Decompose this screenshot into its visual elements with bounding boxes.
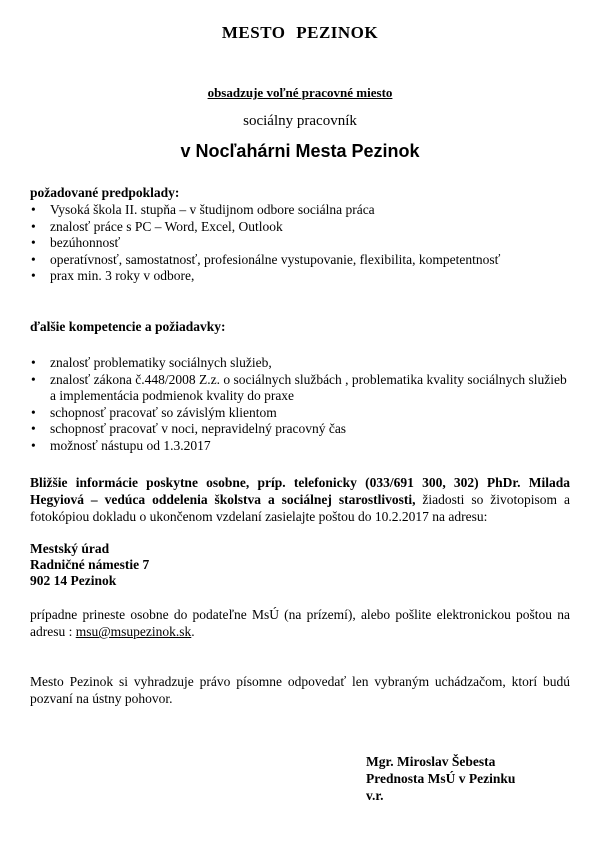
list-item: • prax min. 3 roky v odbore,	[31, 268, 195, 283]
requirements-heading: požadované predpoklady:	[30, 185, 180, 200]
position-name: sociálny pracovník	[243, 113, 357, 129]
bullet-icon: •	[31, 218, 36, 234]
workplace-name: v Nocľahárni Mesta Pezinok	[180, 141, 420, 161]
list-item: • Vysoká škola II. stupňa – v študijnom odbore sociálna práca	[31, 202, 375, 217]
email-link[interactable]: msu@msupezinok.sk	[75, 624, 192, 639]
competences-heading: ďalšie kompetencie a požiadavky:	[30, 319, 226, 334]
bullet-icon: •	[31, 251, 36, 267]
list-item: • operatívnosť, samostatnosť, profesionálne vystupovanie, flexibilita, kompetentnosť	[31, 251, 501, 267]
page-title: MESTO PEZINOK	[221, 23, 379, 42]
list-item: • znalosť problematiky sociálnych služieb,	[31, 355, 272, 370]
contact-text: Bližšie informácie poskytne osobne, príp. telefonicky (033/691 300, 302) PhDr. Milada Hegyiová – vedúca oddelenia školstva a sociálnej starostlivosti,	[30, 475, 570, 507]
address-line: 902 14 Pezinok	[30, 573, 117, 588]
bullet-icon: •	[31, 355, 36, 370]
offer-line: obsadzuje voľné pracovné miesto	[207, 85, 393, 100]
notice-paragraph: Mesto Pezinok si vyhradzuje právo písomne odpovedať len vybraným uchádzačom, ktorí budú pozvaní na ústny pohovor.	[30, 674, 570, 706]
bullet-icon: •	[31, 235, 36, 250]
address-line: Mestský úrad	[30, 541, 110, 556]
delivery-paragraph: prípadne prineste osobne do podateľne MsÚ (na prízemí), alebo pošlite elektronickou poštou na adresu : msu@msupezinok.sk.	[30, 607, 570, 639]
bullet-icon: •	[31, 437, 36, 453]
bullet-icon: •	[31, 371, 36, 387]
application-text: žiadosti so životopisom a fotokópiou dokladu o ukončenom vzdelaní zasielajte poštou do 10.2.2017 na adresu:	[30, 492, 570, 524]
postal-address	[30, 541, 149, 589]
bullet-icon: •	[31, 268, 36, 283]
signature-block	[366, 753, 515, 804]
bullet-icon: •	[31, 404, 36, 420]
signatory-name: Mgr. Miroslav Šebesta	[366, 754, 496, 769]
list-item: • bezúhonnosť	[31, 235, 121, 250]
list-item: • znalosť práce s PC – Word, Excel, Outlook	[31, 218, 283, 234]
signatory-role: Prednosta MsÚ v Pezinku	[366, 771, 516, 786]
list-item: • schopnosť pracovať so závislým klientom	[31, 404, 277, 420]
address-line: Radničné námestie 7	[30, 557, 150, 572]
signature-note: v.r.	[366, 788, 384, 803]
requirements-list	[30, 202, 575, 285]
list-item: • znalosť zákona č.448/2008 Z.z. o sociálnych službách , problematika kvality sociálnych služieb a implementácia podmienok kvality do praxe	[31, 371, 567, 403]
bullet-icon: •	[31, 421, 36, 436]
bullet-icon: •	[31, 202, 36, 217]
list-item: • schopnosť pracovať v noci, nepravidelný pracovný čas	[31, 421, 347, 436]
competences-list	[30, 355, 575, 454]
info-paragraph	[30, 474, 570, 525]
list-item: • možnosť nástupu od 1.3.2017	[31, 437, 211, 453]
